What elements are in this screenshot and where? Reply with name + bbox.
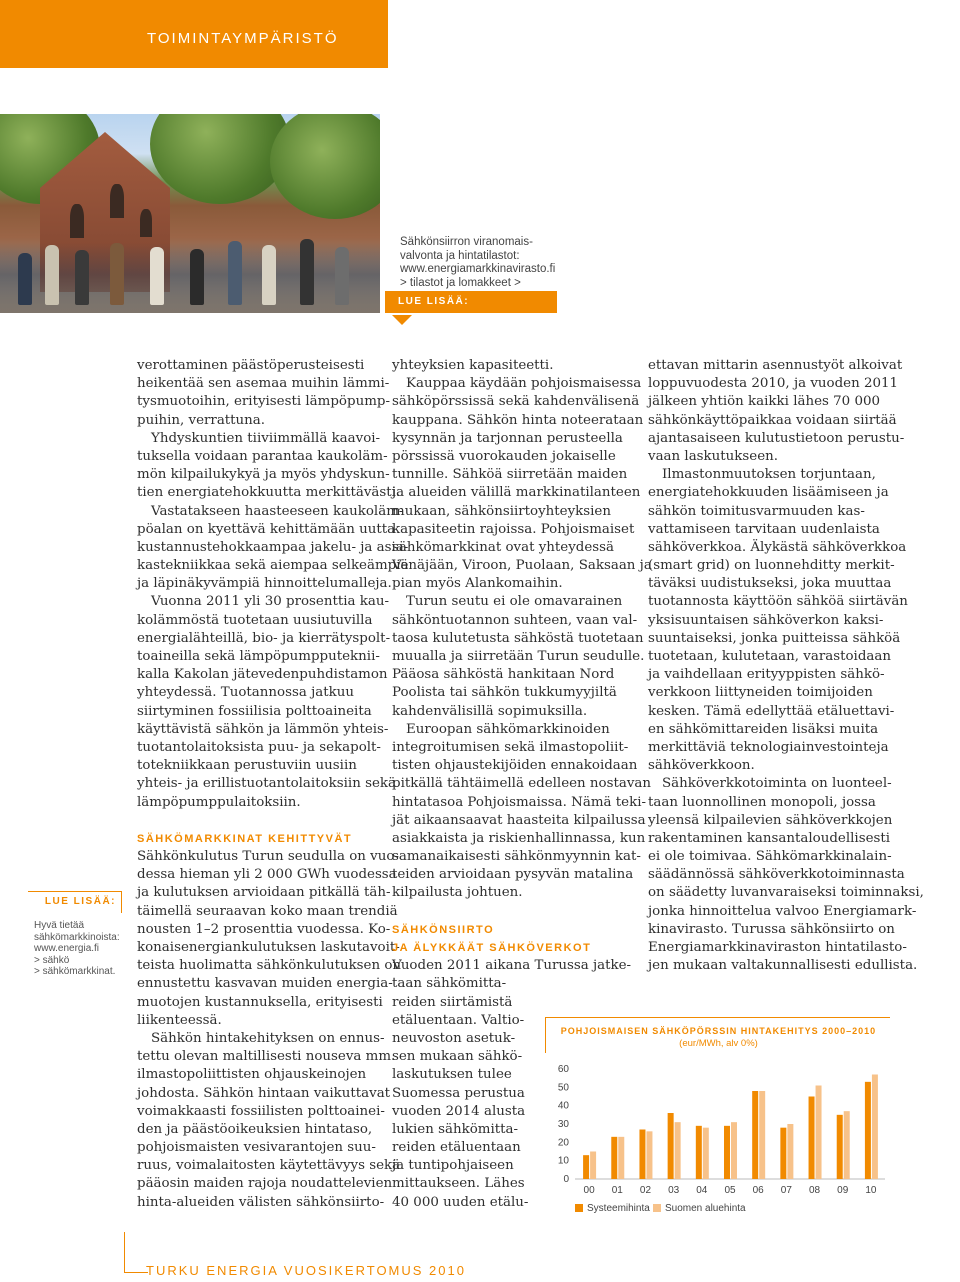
text-line: en sähkömittareiden lisäksi muita: [648, 721, 879, 737]
text-line: ja vaihdellaan erityyppisten sähkö-: [648, 667, 885, 683]
note-line: Hyvä tietää: [34, 920, 85, 931]
text-line: ajantasaiseen kulutustietoon perustu-: [648, 430, 905, 446]
text-line: Suomessa perustua: [392, 1085, 525, 1101]
bar-system: [724, 1126, 730, 1179]
text-line: heikentää sen asemaa muihin lämmi-: [137, 376, 390, 392]
text-line: dessa hieman yli 2 000 GWh vuodessa: [137, 867, 397, 883]
chart-subtitle: (eur/MWh, alv 0%): [679, 1038, 758, 1049]
y-tick-label: 60: [557, 1064, 569, 1075]
text-line: etäluentaan. Valtio-: [392, 1012, 525, 1028]
pointer-triangle-icon: [392, 315, 412, 325]
text-line: neuvoston asetuk-: [392, 1030, 516, 1046]
text-line: kahdenvälisillä sopimuksilla.: [392, 703, 588, 719]
bar-finland: [759, 1091, 765, 1179]
bar-system: [865, 1082, 871, 1179]
text-line: tien energiatehokkuutta merkittävästi.: [137, 485, 401, 501]
text-line: kysynnän ja tarjonnan perusteella: [392, 430, 623, 446]
text-line: liikenteessä.: [137, 1012, 222, 1028]
text-line: ruus, voimalaitosten käytettävyys sekä: [137, 1158, 401, 1174]
y-tick-label: 0: [563, 1174, 569, 1185]
x-tick-label: 07: [780, 1185, 792, 1196]
text-line: ilmastopoliittisten ohjauskeinojen: [137, 1067, 367, 1083]
text-line: pöalan on kyettävä kehittämään uutta: [137, 521, 396, 537]
caption-link[interactable]: www.energiamarkkinavirasto.fi: [400, 263, 556, 275]
bar-finland: [816, 1086, 822, 1180]
x-tick-label: 04: [696, 1185, 708, 1196]
text-line: taosa kulutetusta sähköstä tuotetaan: [392, 630, 644, 646]
text-line: Sähköverkkotoiminta on luonteel-: [662, 776, 892, 792]
text-line: sen mukaan sähkö-: [392, 1049, 523, 1065]
text-line: muualla ja siirretään Turun seudulle.: [392, 649, 645, 664]
text-line: reiden siirtämistä: [392, 994, 513, 1010]
text-line: täimellä seuraavan koko maan trendiä: [137, 903, 398, 919]
text-line: säädännössä sähköverkkotoiminnasta: [648, 867, 905, 883]
caption-line: > tilastot ja lomakkeet >: [400, 276, 521, 289]
text-line: toaineilla sekä lämpöpumpputeknii-: [137, 649, 380, 664]
text-line: yhteis- ja erillistuotantolaitoksiin sekä: [137, 776, 396, 792]
footer-rule-horizontal: [124, 1272, 148, 1273]
text-line: kapasiteetin rajoissa. Pohjoismaiset: [392, 521, 635, 537]
text-line: sähkömarkkinat ovat yhteydessä: [392, 539, 615, 555]
text-line: teista huolimatta sähkönkulutuksen on: [137, 958, 402, 974]
text-line: muotojen kustannuksella, erityisesti: [137, 994, 383, 1010]
footer-rule-vertical: [124, 1232, 125, 1272]
text-line: pitkällä tähtäimellä edelleen nostavan: [392, 776, 652, 792]
text-line: Pääosa sähköstä hankitaan Nord: [392, 667, 615, 683]
text-line: kinavirasto. Turussa sähkönsiirto on: [648, 921, 895, 937]
text-line: mön kilpailukykyä ja myös yhdyskun-: [137, 467, 390, 483]
section-title: TOIMINTAYMPÄRISTÖ: [147, 30, 339, 47]
bar-system: [583, 1155, 589, 1179]
legend-label: Suomen aluehinta: [665, 1203, 746, 1214]
text-line: lämpöpumppulaitoksiin.: [137, 794, 301, 810]
text-line: Vastatakseen haasteeseen kaukoläm-: [151, 503, 404, 519]
text-line: Turun seutu ei ole omavarainen: [406, 594, 623, 610]
text-line: jät aikaansaavat haasteita kilpailussa: [392, 812, 646, 828]
y-tick-label: 50: [557, 1082, 569, 1094]
text-line: ettavan mittarin asennustyöt alkoivat: [648, 358, 903, 373]
x-tick-label: 05: [724, 1185, 736, 1196]
text-line: kauppana. Sähkön hinta noteerataan: [392, 412, 644, 428]
text-line: jen mukaan valtakunnallisesti edullista.: [648, 958, 918, 974]
text-line: pörssissä vuorokauden jokaiselle: [392, 448, 616, 464]
text-line: Ilmastonmuutoksen torjuntaan,: [662, 467, 876, 483]
text-line: tuotetaan, kulutetaan, varastoidaan: [648, 649, 891, 664]
text-line: integroitumisen sekä ilmastopoliit-: [392, 739, 629, 755]
text-line: kilpailusta johtuen.: [392, 885, 523, 901]
x-tick-label: 00: [583, 1185, 595, 1196]
text-line: Yhdyskuntien tiiviimmällä kaavoi-: [151, 430, 381, 446]
text-line: Energiamarkkinaviraston hintatilasto-: [648, 940, 907, 955]
bar-finland: [844, 1111, 850, 1179]
text-line: tunnille. Sähköä siirretään maiden: [392, 467, 628, 483]
text-line: Poolista tai sähkön tukkumyyjiltä: [392, 685, 617, 701]
x-tick-label: 10: [865, 1185, 877, 1196]
text-line: teiden arvioidaan pysyvän matalina: [392, 867, 634, 883]
text-line: konaisenergiankulutuksen laskutavoit-: [137, 940, 400, 955]
text-line: kesken. Tämä edellyttää etäluettavi-: [648, 703, 895, 719]
bar-system: [780, 1128, 786, 1179]
text-line: sähköverkkoon.: [648, 758, 755, 774]
text-line: sähkönkäyttöpaikkaa voidaan siirtää: [648, 412, 897, 428]
text-line: kalla Kakolan jätevedenpuhdistamon: [137, 667, 388, 683]
text-line: siirtyminen fossiilisia polttoaineita: [137, 703, 372, 719]
x-tick-label: 06: [752, 1185, 764, 1196]
text-line: lukien sähkömitta-: [392, 1121, 519, 1137]
text-line: Sähkön hintakehityksen on ennus-: [151, 1030, 385, 1046]
y-tick-label: 30: [557, 1119, 569, 1130]
chart-title: POHJOISMAISEN SÄHKÖPÖRSSIN HINTAKEHITYS 2000–2010: [560, 1026, 877, 1036]
text-line: sähköntuotannon suhteen, vaan val-: [392, 612, 638, 628]
photo-caption: [400, 236, 560, 290]
footer-title: TURKU ENERGIA VUOSIKERTOMUS 2010: [146, 1263, 466, 1278]
text-line: tysmuotoihin, erityisesti lämpöpump-: [137, 394, 390, 410]
text-line: Kauppaa käydään pohjoismaisessa: [406, 376, 642, 392]
text-line: hintatasoa Pohjoismaissa. Nämä teki-: [392, 794, 647, 810]
text-line: ja alueiden välillä markkinatilanteen: [392, 485, 641, 501]
text-line: puihin, verrattuna.: [137, 412, 266, 428]
text-line: verkkoon liittyneiden toimijoiden: [648, 685, 873, 701]
text-line: tisten ohjaustekijöiden ennakoidaan: [392, 758, 638, 774]
text-line: yhteydessä. Tuotannossa jatkuu: [137, 685, 354, 701]
text-line: pääosin maiden rajoja noudattelevien: [137, 1176, 393, 1192]
price-chart: [545, 1017, 905, 1222]
read-more-label: LUE LISÄÄ:: [398, 296, 470, 307]
text-line: Euroopan sähkömarkkinoiden: [406, 721, 610, 737]
read-more-box: [28, 891, 122, 913]
bar-finland: [618, 1137, 624, 1179]
text-line: energialähteillä, bio- ja kierrätyspolt-: [137, 630, 391, 646]
text-line: vaan laskutukseen.: [648, 448, 779, 464]
text-line: [137, 812, 409, 830]
y-tick-label: 40: [557, 1100, 569, 1112]
text-line: Venäjään, Viroon, Puolaan, Saksaan ja: [392, 558, 652, 574]
text-line: kolämmöstä tuotetaan uusiutuvilla: [137, 612, 373, 628]
text-line: (smart grid) on luonnehditty merkit-: [648, 558, 895, 574]
chart-header: [545, 1017, 890, 1053]
caption-line: valvonta ja hintatilastot:: [400, 249, 520, 262]
bar-finland: [872, 1075, 878, 1180]
note-link[interactable]: www.energia.fi: [34, 943, 100, 954]
bar-system: [752, 1091, 758, 1179]
text-line: loppuvuodesta 2010, ja vuoden 2011: [648, 376, 899, 392]
text-line: totekniikkaan perustuviin uusiin: [137, 758, 357, 774]
text-line: merkittäviä teknologiainvestointeja: [648, 739, 889, 755]
text-column-1: [137, 357, 409, 1212]
text-line: yksisuuntaisen sähköverkon kaksi-: [648, 612, 884, 628]
text-line: nousten 1–2 prosenttia vuodessa. Ko-: [137, 921, 391, 937]
text-line: voimakkaasti fossiilisten polttoainei-: [137, 1103, 385, 1119]
bar-finland: [731, 1122, 737, 1179]
caption-line: Sähkönsiirron viranomais-: [400, 236, 533, 248]
note-line: > sähkö: [34, 954, 70, 966]
text-line: verottaminen päästöperusteisesti: [137, 358, 365, 373]
text-line: rakentaminen kansantaloudellisesti: [648, 830, 891, 846]
text-line: ja läpinäkyvämpiä hinnoittelumalleja.: [137, 576, 392, 592]
bar-system: [668, 1113, 674, 1179]
text-line: jälkeen yhtiön kaikki lähes 70 000: [648, 394, 881, 410]
legend-label: Systeemihinta: [587, 1203, 650, 1214]
text-line: sähköverkkoa. Älykästä sähköverkkoa: [648, 539, 907, 555]
section-heading: JA ÄLYKKÄÄT SÄHKÖVERKOT: [392, 942, 592, 954]
bar-finland: [703, 1128, 709, 1179]
bar-finland: [675, 1122, 681, 1179]
x-tick-label: 02: [639, 1185, 652, 1196]
text-line: samanaikaisesti sähkönmyynnin kat-: [392, 849, 641, 865]
text-line: den ja päästöoikeuksien hintataso,: [137, 1121, 373, 1137]
text-line: pian myös Alankomaihin.: [392, 576, 563, 592]
note-line: > sähkömarkkinat.: [34, 966, 116, 977]
text-line: Sähkönkulutus Turun seudulla on vuo-: [137, 849, 399, 865]
legend-swatch: [575, 1204, 583, 1212]
read-more-label-left: LUE LISÄÄ:: [44, 896, 116, 907]
text-line: tettu olevan maltillisesti nouseva mm.: [137, 1049, 396, 1065]
text-line: suuntaiseksi, jonka puitteissa sähköä: [648, 630, 901, 646]
chart-plot: [545, 1057, 895, 1203]
text-line: johdosta. Sähkön hintaan vaikuttavat: [137, 1085, 391, 1101]
text-line: on säädetty luvanvaraiseksi toiminnaksi,: [648, 885, 924, 901]
x-tick-label: 01: [611, 1185, 623, 1196]
text-line: sähkön toimitusvarmuuden kas-: [648, 503, 865, 519]
bar-finland: [646, 1131, 652, 1179]
text-line: asiakkaista ja riskienhallinnassa, kun: [392, 830, 646, 846]
legend-swatch: [653, 1204, 661, 1212]
left-note: [34, 920, 124, 978]
street-photo: [0, 114, 380, 313]
text-line: yleensä kilpailevien sähköverkkojen: [648, 812, 893, 828]
text-line: mukaan, sähkönsiirtoyhteyksien: [392, 503, 611, 519]
text-line: ja tuntipohjaiseen: [392, 1158, 514, 1174]
x-tick-label: 08: [808, 1185, 821, 1196]
bar-system: [809, 1097, 815, 1180]
text-line: pohjoismaisten vesivarantojen suu-: [137, 1140, 376, 1156]
section-heading: SÄHKÖNSIIRTO: [392, 923, 495, 936]
text-line: yhteyksien kapasiteetti.: [392, 358, 554, 373]
text-line: jonka hinnoittelua valvoo Energiamark-: [648, 903, 917, 919]
text-line: tuotantolaitoksista puu- ja sekapolt-: [137, 739, 381, 755]
bar-finland: [590, 1152, 596, 1180]
y-tick-label: 10: [557, 1155, 569, 1167]
text-line: energiatehokkuuden lisäämiseen ja: [648, 485, 889, 501]
text-line: Vuonna 2011 yli 30 prosenttia kau-: [151, 594, 389, 610]
bar-system: [837, 1115, 843, 1179]
text-line: laskutuksen tulee: [392, 1067, 512, 1083]
text-line: kustannustehokkaampaa jakelu- ja asia-: [137, 539, 409, 555]
bar-system: [696, 1126, 702, 1179]
legend-item-finland: [653, 1203, 746, 1214]
text-column-3: [648, 357, 924, 975]
x-tick-label: 03: [668, 1185, 680, 1196]
bar-system: [611, 1137, 617, 1179]
legend-item-system: [575, 1203, 650, 1214]
text-line: käyttävistä sähkön ja lämmön yhteis-: [137, 721, 389, 737]
y-tick-label: 20: [557, 1137, 569, 1149]
text-line: ei ole toimivaa. Sähkömarkkinalain-: [648, 849, 892, 865]
x-tick-label: 09: [837, 1185, 849, 1196]
text-line: Vuoden 2011 aikana Turussa jatke-: [392, 958, 632, 974]
bar-finland: [787, 1124, 793, 1179]
text-line: tuksella voidaan parantaa kaukoläm-: [137, 448, 388, 464]
text-line: [392, 903, 652, 921]
text-line: reiden etäluentaan: [392, 1140, 521, 1156]
text-line: ja kulutuksen arvioidaan pitkällä täh-: [137, 885, 391, 901]
text-line: täväksi uudistukseksi, joka muuttaa: [648, 576, 892, 592]
read-more-bar: [385, 291, 557, 313]
text-line: vuoden 2014 alusta: [392, 1103, 526, 1119]
text-line: taan luonnollinen monopoli, jossa: [648, 794, 876, 810]
text-line: vattamiseen tarvitaan uudenlaista: [648, 521, 880, 537]
text-line: mittaukseen. Lähes: [392, 1176, 525, 1192]
text-line: taan sähkömitta-: [392, 976, 507, 992]
text-line: 40 000 uuden etälu-: [392, 1194, 529, 1210]
text-line: sähköpörssissä sekä kahdenvälisenä: [392, 394, 640, 410]
text-line: tuotannosta käyttöön sähköä siirtävän: [648, 594, 908, 610]
text-line: hinta-alueiden välisten sähkönsiirto-: [137, 1194, 385, 1210]
section-heading: SÄHKÖMARKKINAT KEHITTYVÄT: [137, 832, 353, 845]
note-line: sähkömarkkinoista:: [34, 931, 120, 943]
bar-system: [639, 1130, 645, 1180]
text-line: kastekniikkaa sekä aiempaa selkeämpiä: [137, 558, 409, 574]
text-line: ennustettu kasvavan muiden energia-: [137, 976, 393, 992]
